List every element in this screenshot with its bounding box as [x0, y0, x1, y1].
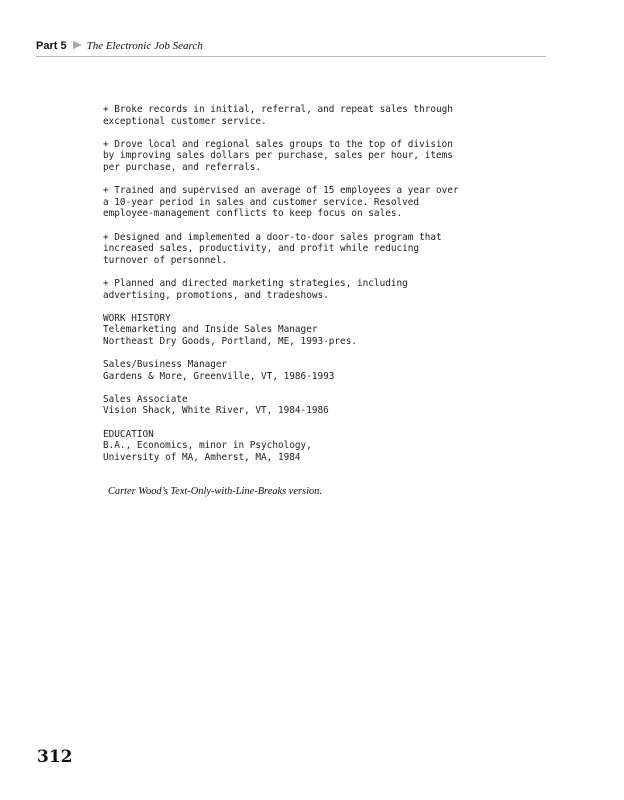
- resume-plain-text: + Broke records in initial, referral, and repeat sales through exceptional customer service. + Drove local and regional sales groups to the top of division by improving sales dollars per purchase, sales per hour, items per purchase, and referrals. + Trained and supervised an average of 15 employees a year over a 10-year period in sales and customer service. Resolved employee-management conflicts to keep focus on sales. + Designed and implemented a door-to-door sales program that increased sales, productivity, and profit while reducing turnover of personnel. + Planned and directed marketing strategies, including advertising, promotions, and tradeshows. WORK HISTORY Telemarketing and Inside Sales Manager Northeast Dry Goods, Portland, ME, 1993-pres. Sales/Business Manager Gardens & More, Greenville, VT, 1986-1993 Sales Associate Vision Shack, White River, VT, 1984-1986 EDUCATION B.A., Economics, minor in Psychology, University of MA, Amherst, MA, 1984: [103, 104, 459, 463]
- right-triangle-arrow-icon: [73, 41, 82, 49]
- page-number: 312: [37, 747, 73, 767]
- chapter-title: The Electronic Job Search: [86, 40, 203, 52]
- figure-caption: Carter Wood’s Text-Only-with-Line-Breaks version.: [108, 486, 322, 497]
- part-label: Part 5: [36, 40, 67, 52]
- running-header: [36, 38, 546, 57]
